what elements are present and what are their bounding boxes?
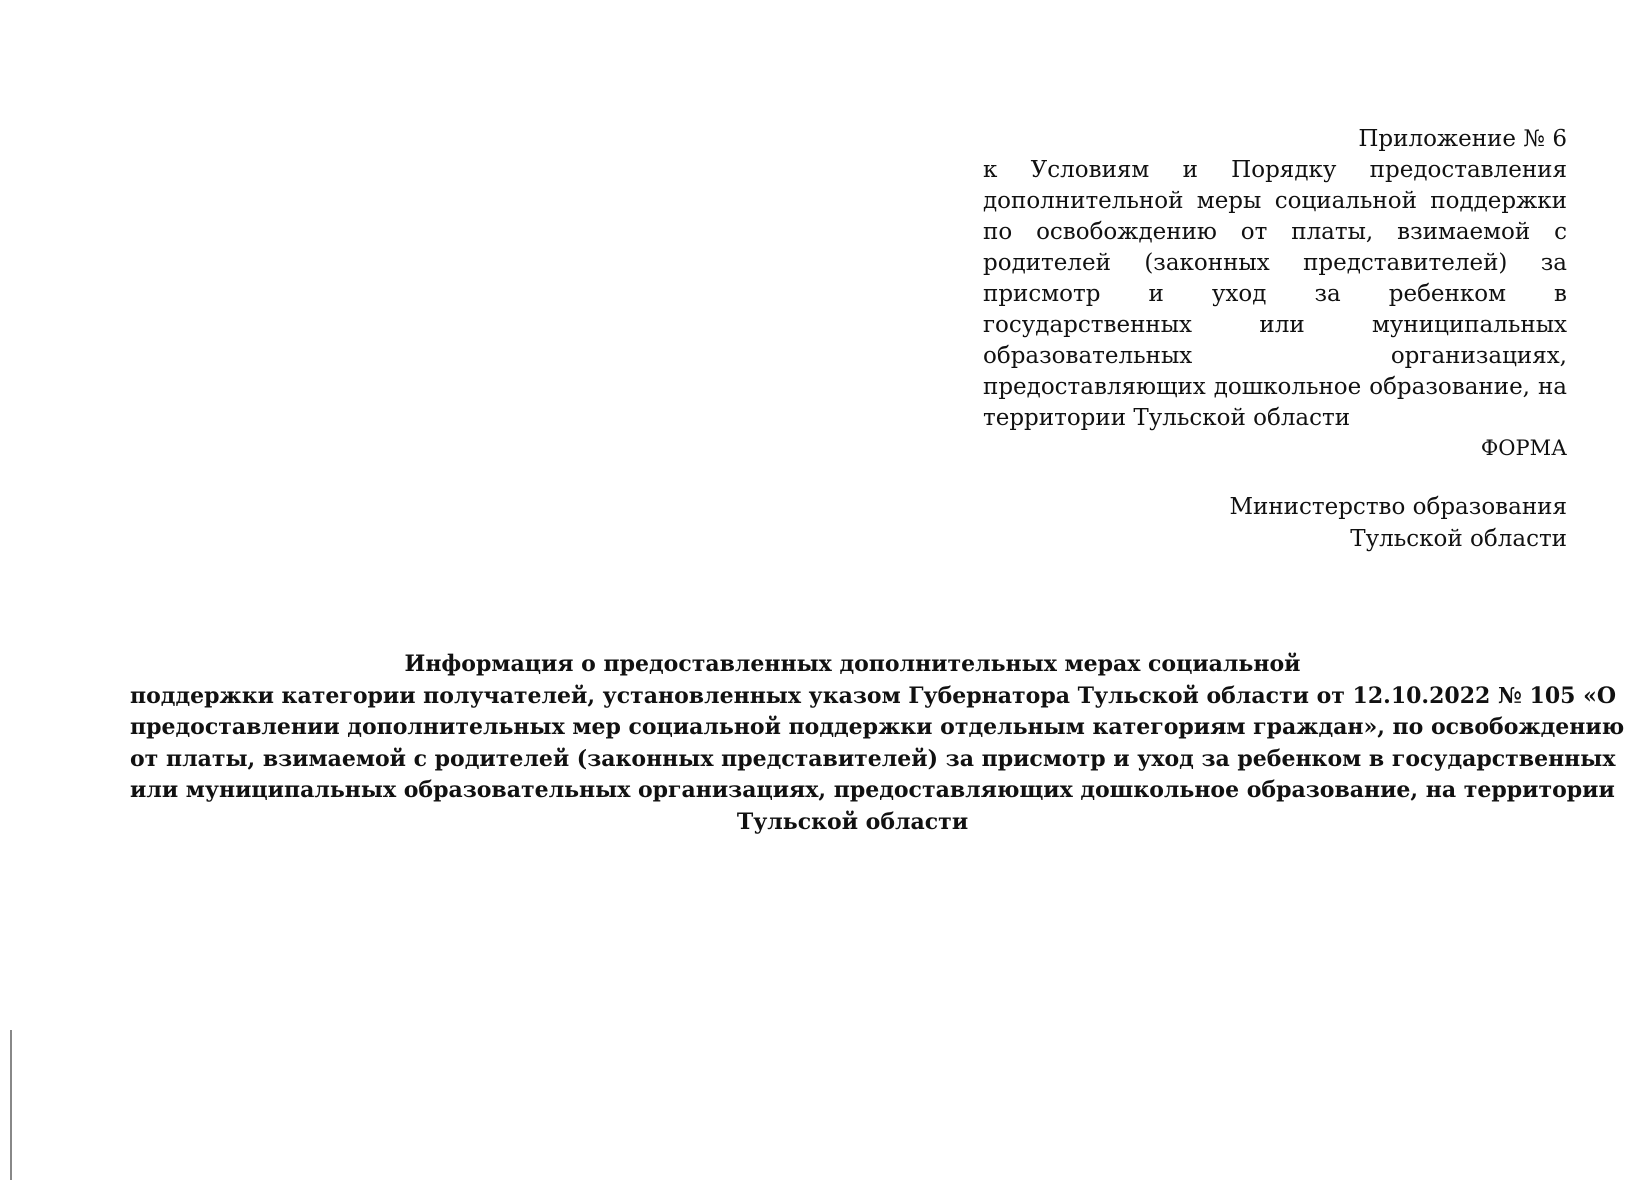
addressee-line: Тульской области <box>1350 526 1567 552</box>
addressee-block <box>1229 491 1567 555</box>
addressee-line: Министерство образования <box>1229 494 1567 520</box>
title-line: Информация о предоставленных дополнительных мерах социальной <box>404 651 1301 677</box>
appendix-block <box>983 124 1567 434</box>
title-line: или муниципальных образовательных организациях, предоставляющих дошкольное образование, на территории <box>130 777 1615 803</box>
appendix-text: к Условиям и Порядку предоставления дополнительной меры социальной поддержки по освобождению от платы, взимаемой с родителей (законных представителей) за присмотр и уход за ребенком в государственных или муниципальных образовательных организациях, предоставляющих дошкольное образование, на территории Тульской области <box>983 157 1567 431</box>
form-label: ФОРМА <box>1480 436 1567 460</box>
appendix-title: Приложение № 6 <box>1358 126 1567 152</box>
document-title <box>130 649 1625 838</box>
title-line: от платы, взимаемой с родителей (законных представителей) за присмотр и уход за ребенком в государственных <box>130 745 1616 772</box>
title-line: предоставлении дополнительных мер социальной поддержки отдельным категориям граждан», по освобождению <box>130 714 1625 740</box>
title-line: Тульской области <box>736 808 969 835</box>
scan-edge-line <box>10 1030 12 1180</box>
title-line: поддержки категории получателей, установленных указом Губернатора Тульской области от 12.10.2022 № 105 «О <box>130 682 1617 709</box>
